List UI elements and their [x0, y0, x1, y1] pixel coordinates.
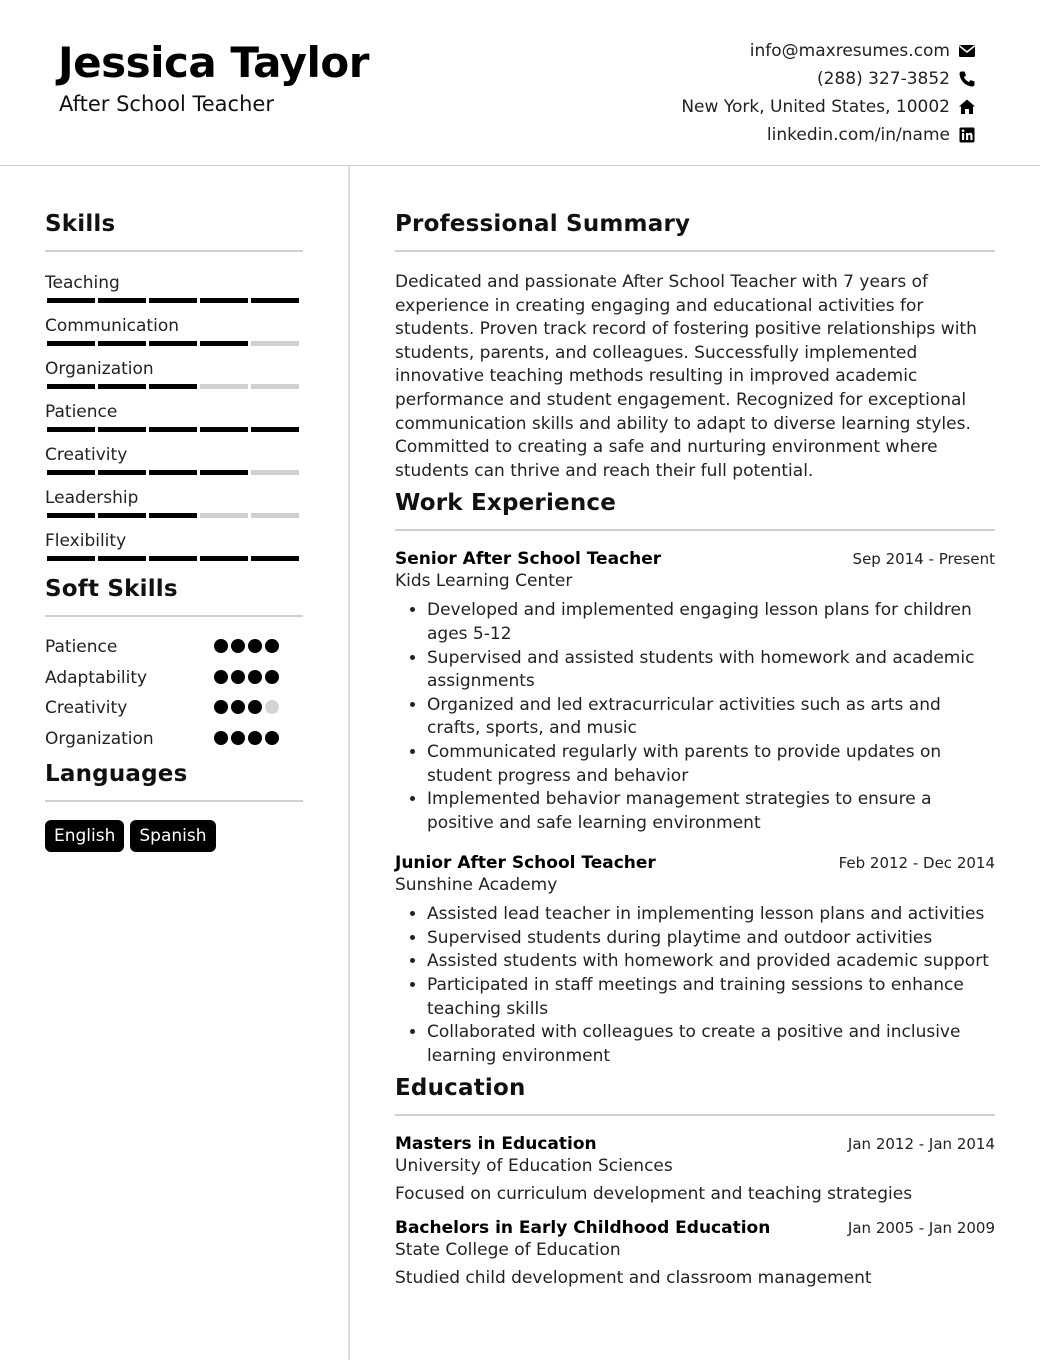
column-divider	[348, 166, 350, 1360]
soft-skills-section	[45, 573, 303, 758]
skill-level-segment	[149, 341, 197, 346]
languages-section	[45, 758, 303, 852]
skill-level-segment	[200, 341, 248, 346]
soft-skills-heading: Soft Skills	[45, 576, 178, 602]
skill-level-segment	[149, 427, 197, 432]
skill-level-segment	[47, 513, 95, 518]
experience-heading: Work Experience	[395, 490, 617, 517]
soft-skill-dot	[265, 731, 279, 745]
skill-level-segment	[200, 513, 248, 518]
skill-level-bar	[47, 427, 302, 432]
soft-skill-dots	[214, 731, 282, 745]
skill-level-segment	[251, 556, 299, 561]
languages-rule	[45, 800, 303, 802]
skill-item	[45, 315, 303, 358]
education-rule	[395, 1114, 995, 1116]
skill-item	[45, 401, 303, 444]
soft-skill-dot	[214, 639, 228, 653]
education-heading: Education	[395, 1075, 526, 1102]
skill-level-segment	[47, 556, 95, 561]
skill-item	[45, 487, 303, 530]
soft-skill-label: Creativity	[45, 698, 128, 718]
linkedin-icon	[958, 126, 976, 144]
soft-skill-dot	[265, 700, 279, 714]
skill-level-segment	[98, 556, 146, 561]
skill-label: Organization	[45, 359, 154, 379]
skill-item	[45, 358, 303, 401]
skill-item	[45, 272, 303, 315]
job-bullet: • Organized and led extracurricular activities such as arts and crafts, sports, and music	[427, 694, 995, 741]
skills-list	[45, 272, 303, 573]
soft-skill-item	[45, 728, 303, 759]
jobs-list	[395, 549, 995, 1068]
soft-skill-item	[45, 667, 303, 698]
soft-skill-dots	[214, 670, 282, 684]
education-description: Focused on curriculum development and teaching strategies	[395, 1184, 913, 1205]
contact-phone[interactable]	[556, 65, 976, 93]
experience-rule	[395, 529, 995, 531]
soft-skill-label: Organization	[45, 728, 154, 749]
skill-level-segment	[149, 556, 197, 561]
skill-label: Flexibility	[45, 531, 127, 551]
job-dates: Sep 2014 - Present	[852, 550, 995, 569]
skill-level-bar	[47, 341, 302, 346]
summary-text: Dedicated and passionate After School Teacher with 7 years of experience in creating engaging and educational activities for students. Proven track record of fostering positive relationships with students, parents, and colleagues. Successfully implemented innovative teaching methods resulting in improved academic performance and student engagement. Recognized for exceptional communication skills and ability to adapt to diverse learning styles. Committed to creating a safe and nurturing environment where students can thrive and reach their full potential.	[395, 272, 977, 481]
job-bullet: • Supervised students during playtime and outdoor activities	[427, 927, 995, 951]
education-entry	[395, 1134, 995, 1204]
skill-level-segment	[149, 298, 197, 303]
soft-skill-item	[45, 697, 303, 728]
skill-level-segment	[98, 384, 146, 389]
job-bullets	[395, 599, 995, 835]
skill-level-segment	[98, 341, 146, 346]
skill-level-bar	[47, 384, 302, 389]
skill-level-segment	[200, 556, 248, 561]
skill-level-segment	[47, 427, 95, 432]
education-list	[395, 1134, 995, 1288]
skill-level-segment	[200, 384, 248, 389]
skills-heading: Skills	[45, 211, 116, 237]
soft-skill-dots	[214, 700, 282, 714]
job-organization: Sunshine Academy	[395, 875, 558, 896]
soft-skill-dots	[214, 639, 282, 653]
contact-linkedin[interactable]	[556, 121, 976, 149]
job-title: Junior After School Teacher	[395, 853, 656, 874]
education-header	[395, 1134, 995, 1154]
soft-skill-label: Adaptability	[45, 667, 148, 688]
soft-skills-list	[45, 636, 303, 758]
education-header	[395, 1218, 995, 1238]
education-entry	[395, 1218, 995, 1288]
soft-skills-rule	[45, 615, 303, 617]
soft-skill-dot	[248, 700, 262, 714]
skill-level-segment	[47, 470, 95, 475]
job-dates: Feb 2012 - Dec 2014	[838, 854, 995, 873]
skill-label: Teaching	[45, 273, 120, 293]
summary-rule	[395, 250, 995, 252]
soft-skill-dot	[214, 670, 228, 684]
skill-level-segment	[98, 513, 146, 518]
soft-skill-dot	[231, 700, 245, 714]
soft-skill-dot	[248, 731, 262, 745]
soft-skill-dot	[214, 731, 228, 745]
skill-level-segment	[149, 513, 197, 518]
job-bullet: • Assisted lead teacher in implementing lesson plans and activities	[427, 903, 995, 927]
education-description: Studied child development and classroom management	[395, 1268, 872, 1289]
summary-section	[395, 208, 995, 483]
skill-level-segment	[251, 427, 299, 432]
job-bullet: • Assisted students with homework and provided academic support	[427, 950, 995, 974]
skill-level-bar	[47, 513, 302, 518]
skill-level-segment	[98, 427, 146, 432]
education-degree: Bachelors in Early Childhood Education	[395, 1218, 771, 1239]
skill-label: Leadership	[45, 488, 139, 508]
language-badge: English	[45, 820, 124, 852]
soft-skill-dot	[231, 731, 245, 745]
skill-level-segment	[251, 384, 299, 389]
job-bullet: • Collaborated with colleagues to create a positive and inclusive learning environment	[427, 1021, 995, 1068]
soft-skill-item	[45, 636, 303, 667]
skill-level-segment	[251, 341, 299, 346]
sidebar	[45, 208, 303, 852]
contact-address	[556, 93, 976, 121]
skill-level-segment	[47, 341, 95, 346]
skill-level-bar	[47, 556, 302, 561]
languages-heading: Languages	[45, 761, 188, 787]
skills-rule	[45, 250, 303, 252]
job-title: Senior After School Teacher	[395, 549, 662, 570]
skill-level-segment	[47, 384, 95, 389]
job-bullet: • Supervised and assisted students with homework and academic assignments	[427, 647, 995, 694]
education-section	[395, 1072, 995, 1288]
home-icon	[958, 98, 976, 116]
soft-skill-dot	[248, 639, 262, 653]
job-entry	[395, 853, 995, 1068]
contact-address-text: New York, United States, 10002	[681, 97, 950, 117]
job-bullets	[395, 903, 995, 1068]
candidate-title: After School Teacher	[59, 92, 274, 116]
job-header	[395, 549, 995, 569]
job-bullet: • Developed and implemented engaging lesson plans for children ages 5-12	[427, 599, 995, 646]
contact-phone-text[interactable]: (288) 327-3852	[817, 69, 950, 89]
skill-label: Creativity	[45, 445, 128, 465]
phone-icon	[958, 70, 976, 88]
contact-email-text[interactable]: info@maxresumes.com	[749, 41, 950, 61]
languages-list	[45, 820, 303, 852]
main-content	[395, 208, 995, 1288]
job-bullet: • Implemented behavior management strategies to ensure a positive and safe learning environment	[427, 788, 995, 835]
resume-header	[0, 0, 1040, 166]
skill-level-segment	[149, 384, 197, 389]
soft-skill-dot	[231, 670, 245, 684]
education-school: State College of Education	[395, 1240, 621, 1261]
skill-level-segment	[200, 298, 248, 303]
skill-level-bar	[47, 298, 302, 303]
soft-skill-label: Patience	[45, 637, 118, 657]
skill-level-segment	[98, 298, 146, 303]
education-dates: Jan 2012 - Jan 2014	[847, 1135, 995, 1154]
candidate-name: Jessica Taylor	[58, 38, 369, 87]
skill-item	[45, 444, 303, 487]
skill-label: Patience	[45, 402, 118, 422]
envelope-icon	[958, 42, 976, 60]
soft-skill-dot	[265, 670, 279, 684]
job-header	[395, 853, 995, 873]
skill-level-segment	[47, 298, 95, 303]
skill-item	[45, 530, 303, 573]
skill-level-segment	[200, 427, 248, 432]
skill-level-bar	[47, 470, 302, 475]
job-bullet: • Communicated regularly with parents to provide updates on student progress and behavior	[427, 741, 995, 788]
experience-section	[395, 487, 995, 1068]
job-bullet: • Participated in staff meetings and training sessions to enhance teaching skills	[427, 974, 995, 1021]
job-organization: Kids Learning Center	[395, 571, 573, 592]
soft-skill-dot	[214, 700, 228, 714]
skill-level-segment	[251, 298, 299, 303]
soft-skill-dot	[231, 639, 245, 653]
skill-level-segment	[98, 470, 146, 475]
education-school: University of Education Sciences	[395, 1156, 673, 1177]
education-dates: Jan 2005 - Jan 2009	[847, 1219, 995, 1238]
soft-skill-dot	[248, 670, 262, 684]
summary-heading: Professional Summary	[395, 211, 691, 237]
soft-skill-dot	[265, 639, 279, 653]
skill-level-segment	[251, 470, 299, 475]
skill-level-segment	[200, 470, 248, 475]
job-entry	[395, 549, 995, 835]
skill-level-segment	[149, 470, 197, 475]
contact-email[interactable]	[556, 37, 976, 65]
skills-section	[45, 208, 303, 573]
education-degree: Masters in Education	[395, 1134, 597, 1155]
contact-list	[556, 37, 976, 149]
language-badge: Spanish	[130, 820, 215, 852]
skill-level-segment	[251, 513, 299, 518]
skill-label: Communication	[45, 316, 179, 336]
contact-linkedin-text[interactable]: linkedin.com/in/name	[766, 125, 950, 145]
